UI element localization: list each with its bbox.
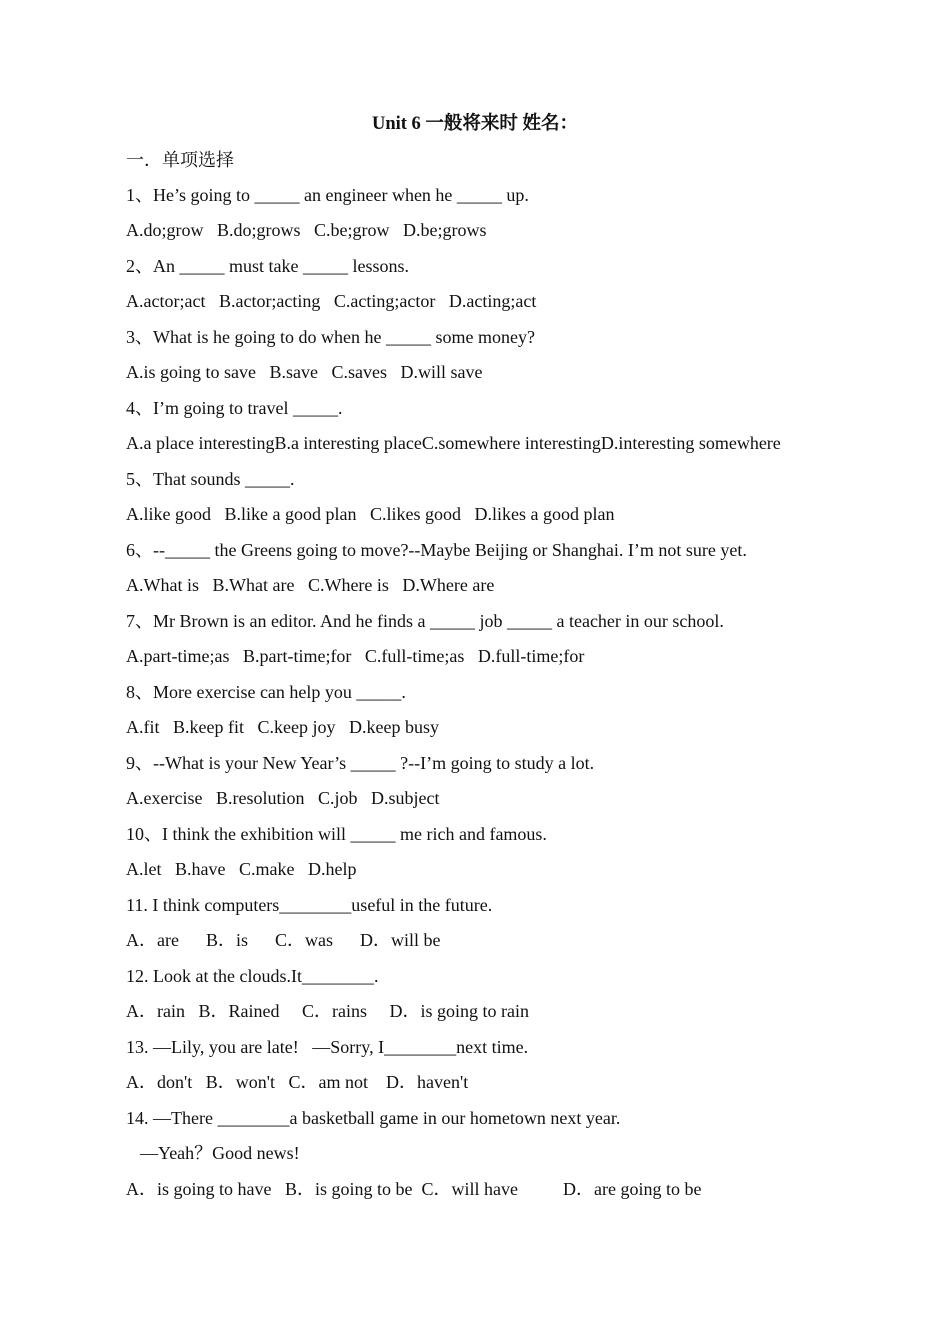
options-12: A．rain B．Rained C．rains D．is going to rain bbox=[126, 1001, 529, 1021]
options-8: A.fit B.keep fit C.keep joy D.keep busy bbox=[126, 717, 439, 737]
options-3: A.is going to save B.save C.saves D.will save bbox=[126, 362, 483, 382]
options-7: A.part-time;as B.part-time;for C.full-time;as D.full-time;for bbox=[126, 646, 585, 666]
question-11: 11. I think computers________useful in the future. bbox=[126, 895, 493, 915]
question-5: 5、That sounds _____. bbox=[126, 469, 295, 489]
question-7: 7、Mr Brown is an editor. And he finds a _____ job _____ a teacher in our school. bbox=[126, 611, 724, 631]
question-13: 13. —Lily, you are late! —Sorry, I________next time. bbox=[126, 1037, 529, 1057]
page-title: Unit 6 一般将来时 姓名： bbox=[371, 114, 579, 134]
question-9: 9、--What is your New Year’s _____ ?--I’m going to study a lot. bbox=[126, 753, 595, 773]
question-3: 3、What is he going to do when he _____ some money? bbox=[126, 327, 535, 347]
question-14: 14. —There ________a basketball game in our hometown next year. bbox=[126, 1108, 621, 1128]
options-5: A.like good B.like a good plan C.likes good D.likes a good plan bbox=[126, 504, 615, 524]
options-2: A.actor;act B.actor;acting C.acting;actor D.acting;act bbox=[126, 291, 537, 311]
question-4: 4、I’m going to travel _____. bbox=[126, 398, 343, 418]
options-10: A.let B.have C.make D.help bbox=[126, 859, 357, 879]
options-11: A．are B．is C．was D．will be bbox=[126, 930, 441, 950]
options-4: A.a place interestingB.a interesting placeC.somewhere interestingD.interesting somewhere bbox=[126, 433, 781, 453]
section-heading: 一．单项选择 bbox=[126, 150, 234, 170]
question-10: 10、I think the exhibition will _____ me rich and famous. bbox=[126, 824, 547, 844]
options-9: A.exercise B.resolution C.job D.subject bbox=[126, 788, 440, 808]
options-13: A．don't B．won't C．am not D．haven't bbox=[126, 1072, 469, 1092]
question-6: 6、--_____ the Greens going to move?--Maybe Beijing or Shanghai. I’m not sure yet. bbox=[126, 540, 747, 560]
question-14-reply: —Yeah？Good news! bbox=[140, 1143, 300, 1163]
question-12: 12. Look at the clouds.It________. bbox=[126, 966, 379, 986]
question-1: 1、He’s going to _____ an engineer when he _____ up. bbox=[126, 185, 529, 205]
question-8: 8、More exercise can help you _____. bbox=[126, 682, 406, 702]
options-14: A．is going to have B．is going to be C．will have D．are going to be bbox=[126, 1179, 702, 1199]
options-1: A.do;grow B.do;grows C.be;grow D.be;grows bbox=[126, 220, 487, 240]
options-6: A.What is B.What are C.Where is D.Where are bbox=[126, 575, 495, 595]
question-2: 2、An _____ must take _____ lessons. bbox=[126, 256, 409, 276]
